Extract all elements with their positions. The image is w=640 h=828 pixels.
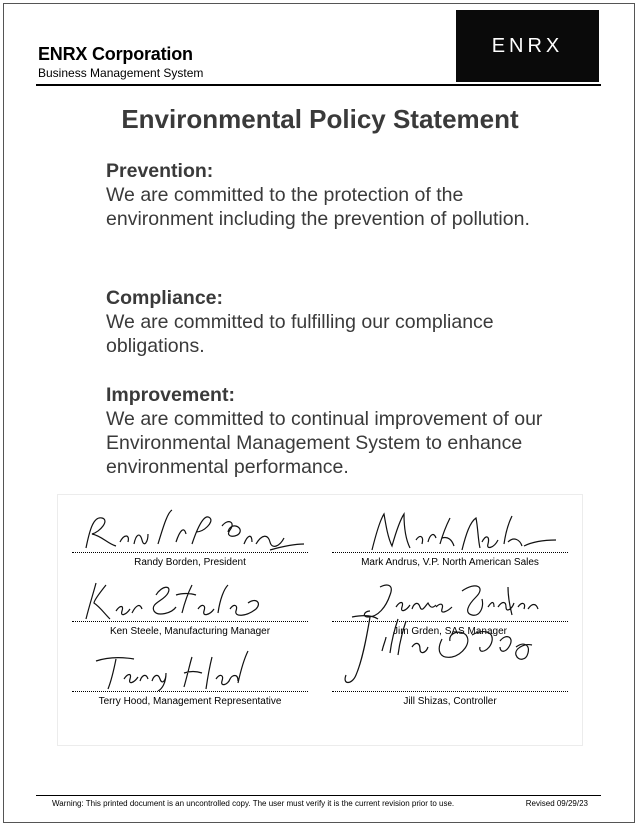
section-prevention xyxy=(106,159,546,231)
header-divider xyxy=(36,84,601,86)
section-heading: Compliance: xyxy=(106,287,224,309)
handwritten-signature xyxy=(72,647,308,691)
signature-line xyxy=(332,552,568,553)
section-compliance xyxy=(106,286,546,358)
system-name: Business Management System xyxy=(38,66,204,80)
page-title: Environmental Policy Statement xyxy=(121,104,519,134)
signature-block xyxy=(332,508,568,568)
signer-name: Mark Andrus, V.P. North American Sales xyxy=(361,557,539,568)
handwritten-signature xyxy=(72,577,308,621)
signature-line xyxy=(72,691,308,692)
signature-block xyxy=(72,577,308,637)
signer-name: Jill Shizas, Controller xyxy=(403,696,497,707)
section-body: We are committed to the protection of the environment including the prevention of pollution. xyxy=(106,184,530,230)
section-body: We are committed to continual improvement of our Environmental Management System to enhance environmental performance. xyxy=(106,408,543,478)
signature-line xyxy=(72,621,308,622)
section-heading: Prevention: xyxy=(106,160,214,182)
footer-divider xyxy=(36,795,601,796)
signature-line xyxy=(332,691,568,692)
section-improvement xyxy=(106,383,546,479)
company-name: ENRX Corporation xyxy=(38,44,193,64)
handwritten-signature xyxy=(332,611,568,691)
signature-block xyxy=(332,647,568,707)
handwritten-signature xyxy=(72,508,308,552)
signer-name: Randy Borden, President xyxy=(134,557,246,568)
footer-warning: Warning: This printed document is an uncontrolled copy. The user must verify it is the current revision prior to use. xyxy=(52,799,455,808)
section-body: We are committed to fulfilling our compliance obligations. xyxy=(106,311,494,357)
revision-date: Revised 09/29/23 xyxy=(525,799,588,808)
signer-name: Terry Hood, Management Representative xyxy=(98,696,282,707)
signature-block xyxy=(72,647,308,707)
signature-line xyxy=(72,552,308,553)
company-logo xyxy=(456,10,599,82)
handwritten-signature xyxy=(332,508,568,552)
section-heading: Improvement: xyxy=(106,384,235,406)
signer-name: Jim Grden, SAS Manager xyxy=(393,626,507,637)
signer-name: Ken Steele, Manufacturing Manager xyxy=(109,626,271,637)
logo-text: ENRX xyxy=(491,34,564,57)
signature-block xyxy=(72,508,308,568)
